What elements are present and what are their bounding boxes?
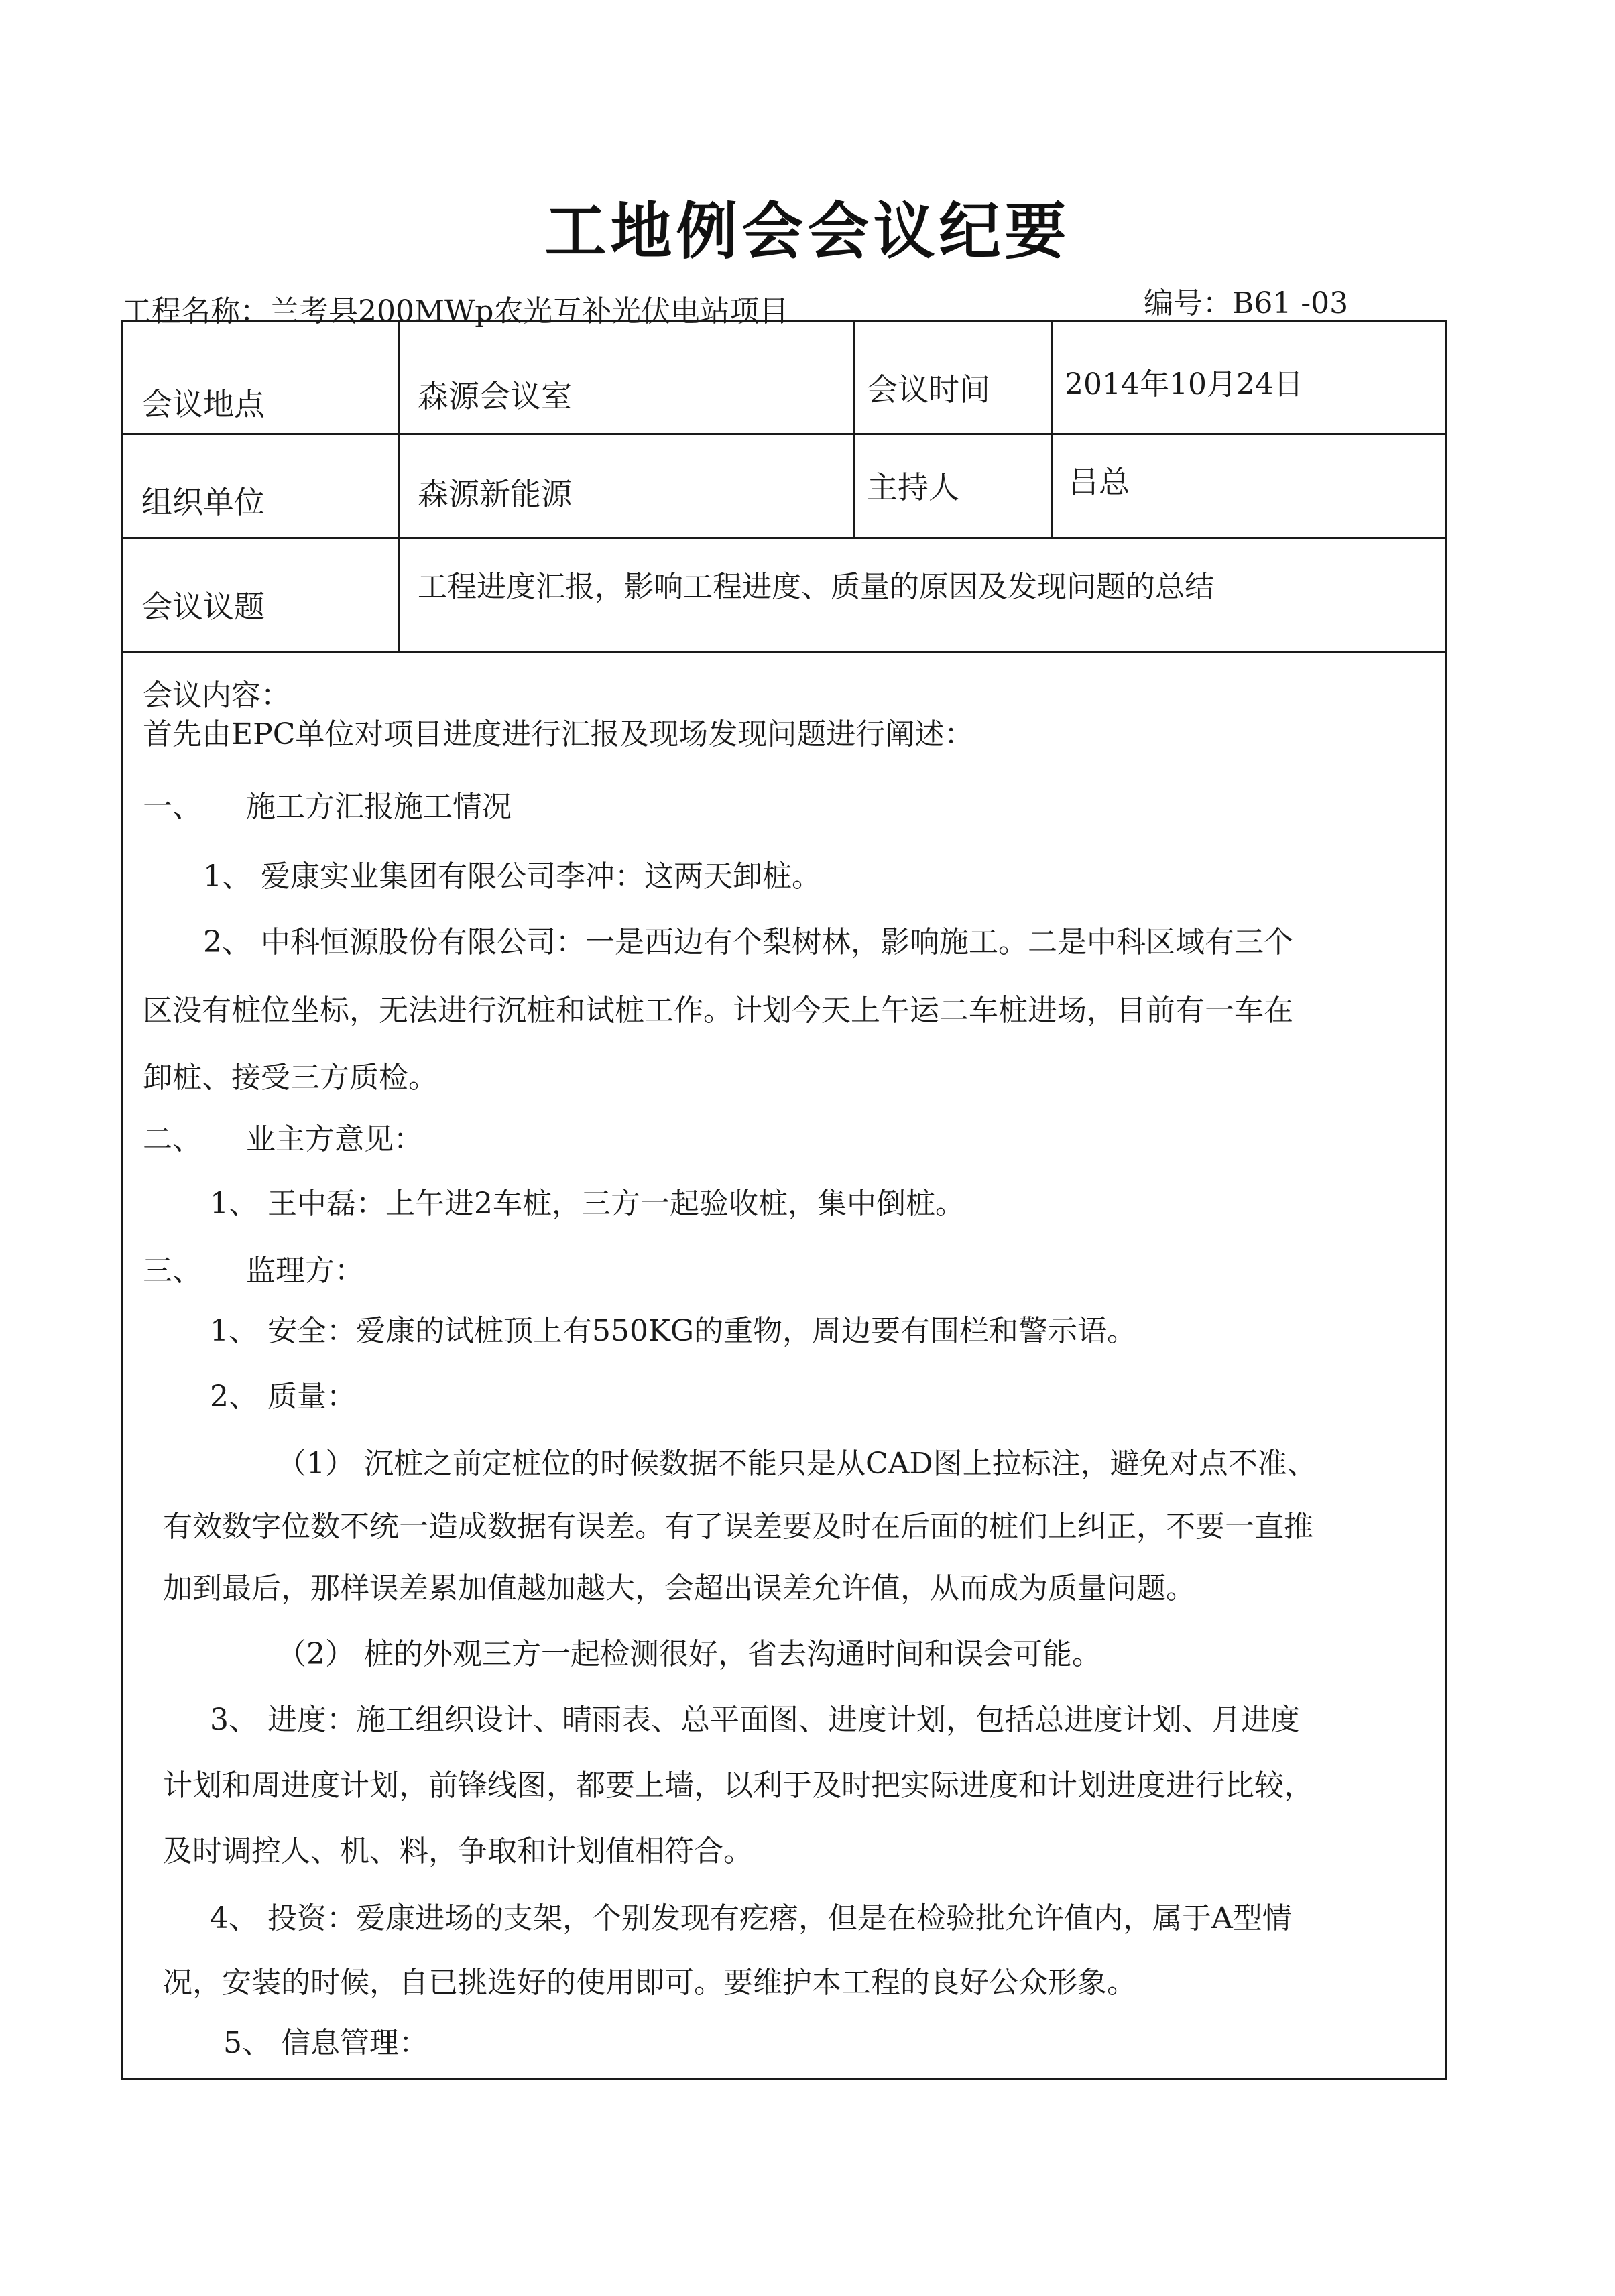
section-3-item-4-line-2: 况，安装的时候，自已挑选好的使用即可。要维护本工程的良好公众形象。 bbox=[163, 1966, 1136, 2000]
host-label: 主持人 bbox=[867, 469, 959, 505]
section-1-item-2-line-2: 区没有桩位坐标，无法进行沉桩和试桩工作。计划今天上午运二车桩进场，目前有一车在 bbox=[143, 993, 1293, 1028]
section-2-item-1: 1、 王中磊：上午进2车桩，三方一起验收桩，集中倒桩。 bbox=[210, 1187, 965, 1221]
section-3-item-2: 2、 质量： bbox=[210, 1380, 356, 1414]
organizer-value: 森源新能源 bbox=[418, 476, 572, 512]
column-divider bbox=[398, 322, 400, 651]
row-divider bbox=[123, 651, 1445, 653]
section-3-item-3-line-3: 及时调控人、机、料，争取和计划值相符合。 bbox=[163, 1834, 753, 1868]
topic-value: 工程进度汇报，影响工程进度、质量的原因及发现问题的总结 bbox=[418, 570, 1214, 604]
column-divider bbox=[853, 322, 855, 537]
meeting-location-value: 森源会议室 bbox=[418, 378, 572, 414]
section-1-item-2-line-1: 2、 中科恒源股份有限公司：一是西边有个梨树林，影响施工。二是中科区域有三个 bbox=[203, 925, 1293, 959]
quality-point-2: （2） 桩的外观三方一起检测很好，省去沟通时间和误会可能。 bbox=[277, 1637, 1101, 1671]
topic-label: 会议议题 bbox=[141, 589, 265, 625]
quality-point-1-line-2: 有效数字位数不统一造成数据有误差。有了误差要及时在后面的桩们上纠正，不要一直推 bbox=[163, 1510, 1313, 1544]
quality-point-1-line-1: （1） 沉桩之前定桩位的时候数据不能只是从CAD图上拉标注，避免对点不准、 bbox=[277, 1447, 1317, 1481]
quality-point-1-line-3: 加到最后，那样误差累加值越加越大，会超出误差允许值，从而成为质量问题。 bbox=[163, 1571, 1195, 1606]
column-divider bbox=[1051, 322, 1053, 537]
section-3-heading: 三、 监理方： bbox=[143, 1254, 364, 1288]
section-3-item-3-line-2: 计划和周进度计划，前锋线图，都要上墙，以利于及时把实际进度和计划进度进行比较， bbox=[163, 1768, 1313, 1803]
section-1-heading: 一、 施工方汇报施工情况 bbox=[143, 790, 512, 824]
section-3-item-3-line-1: 3、 进度：施工组织设计、晴雨表、总平面图、进度计划，包括总进度计划、月进度 bbox=[210, 1703, 1300, 1737]
organizer-label: 组织单位 bbox=[141, 484, 265, 520]
section-3-item-1: 1、 安全：爱康的试桩顶上有550KG的重物，周边要有围栏和警示语。 bbox=[210, 1314, 1136, 1348]
section-1-item-2-line-3: 卸桩、接受三方质检。 bbox=[143, 1061, 438, 1095]
meeting-time-label: 会议时间 bbox=[867, 371, 990, 408]
row-divider bbox=[123, 433, 1445, 435]
section-3-item-4-line-1: 4、 投资：爱康进场的支架，个别发现有疙瘩，但是在检验批允许值内，属于A型情 bbox=[210, 1901, 1292, 1935]
document-number: 编号：B61 -03 bbox=[1144, 286, 1349, 320]
meeting-location-label: 会议地点 bbox=[141, 386, 265, 422]
document-title: 工地例会会议纪要 bbox=[544, 196, 1071, 267]
minutes-table bbox=[121, 320, 1447, 2080]
section-1-item-1: 1、 爱康实业集团有限公司李冲：这两天卸桩。 bbox=[203, 859, 821, 894]
section-2-heading: 二、 业主方意见： bbox=[143, 1122, 423, 1156]
meeting-time-value: 2014年10月24日 bbox=[1065, 367, 1303, 402]
row-divider bbox=[123, 537, 1445, 539]
project-name: 工程名称：兰考县200MWp农光互补光伏电站项目 bbox=[122, 294, 789, 328]
host-value: 吕总 bbox=[1068, 464, 1130, 500]
content-heading: 会议内容： bbox=[143, 678, 290, 713]
section-3-item-5: 5、 信息管理： bbox=[223, 2026, 428, 2060]
content-intro: 首先由EPC单位对项目进度进行汇报及现场发现问题进行阐述： bbox=[143, 717, 974, 751]
